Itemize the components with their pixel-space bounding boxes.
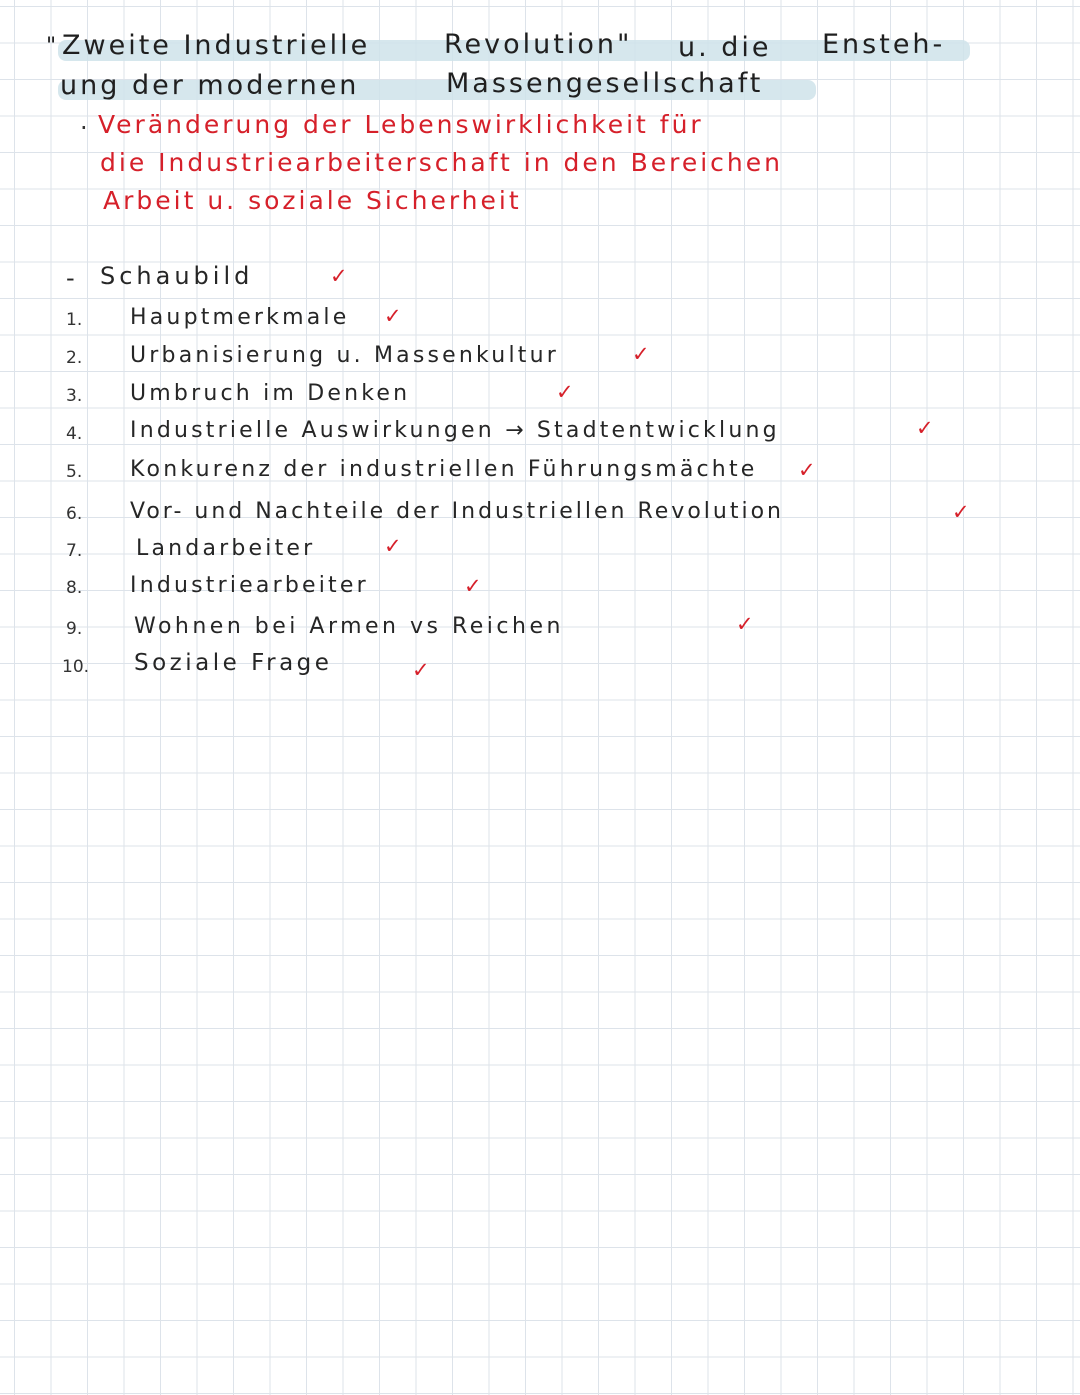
title-open-quote: " — [46, 34, 60, 59]
list-item: Landarbeiter — [136, 536, 316, 561]
check-mark-icon: ✓ — [412, 658, 430, 682]
list-item: Hauptmerkmale — [130, 305, 350, 330]
list-item-number: 8. — [66, 578, 83, 598]
title-line1-b: Revolution" — [444, 29, 633, 60]
list-item: Vor- und Nachteile der Industriellen Revolution — [130, 499, 784, 524]
check-mark-icon: ✓ — [464, 574, 482, 598]
check-mark-icon: ✓ — [330, 264, 348, 288]
list-item-number: 6. — [66, 504, 83, 524]
list-item: Konkurenz der industriellen Führungsmächte — [130, 457, 758, 482]
check-mark-icon: ✓ — [384, 534, 402, 558]
check-mark-icon: ✓ — [736, 612, 754, 636]
list-item-number: 1. — [66, 310, 83, 330]
list-item-number: 2. — [66, 348, 83, 368]
list-item-number: 3. — [66, 386, 83, 406]
check-mark-icon: ✓ — [384, 304, 402, 328]
list-item-number: 4. — [66, 424, 83, 444]
list-item: Urbanisierung u. Massenkultur — [130, 343, 559, 368]
subtitle-line3: Arbeit u. soziale Sicherheit — [103, 186, 522, 215]
list-item-number: 10. — [62, 657, 90, 677]
list-item: Soziale Frage — [134, 650, 333, 676]
list-item-number: 7. — [66, 541, 83, 561]
check-mark-icon: ✓ — [952, 500, 970, 524]
check-mark-icon: ✓ — [798, 458, 816, 482]
list-item: Wohnen bei Armen vs Reichen — [134, 614, 564, 639]
check-mark-icon: ✓ — [916, 416, 934, 440]
title-line1-c: u. die — [678, 32, 772, 63]
title-line2-a: ung der modernen — [60, 70, 360, 101]
title-line1-a: Zweite Industrielle — [62, 30, 371, 61]
title-line2-b: Massengesellschaft — [446, 68, 764, 99]
title-line1-d: Ensteh- — [822, 29, 946, 60]
check-mark-icon: ✓ — [556, 380, 574, 404]
list-item: Industrielle Auswirkungen → Stadtentwicklung — [130, 418, 780, 443]
check-mark-icon: ✓ — [632, 342, 650, 366]
list-item-number: 9. — [66, 619, 83, 639]
list-header-label: Schaubild — [100, 262, 254, 290]
subtitle-line2: die Industriearbeiterschaft in den Bereichen — [100, 148, 783, 177]
subtitle-bullet: · — [80, 114, 88, 142]
list-item-number: 5. — [66, 462, 83, 482]
list-header-dash: - — [66, 264, 78, 292]
list-item: Industriearbeiter — [130, 573, 369, 598]
subtitle-line1: Veränderung der Lebenswirklichkeit für — [98, 110, 704, 139]
list-item: Umbruch im Denken — [130, 381, 411, 406]
